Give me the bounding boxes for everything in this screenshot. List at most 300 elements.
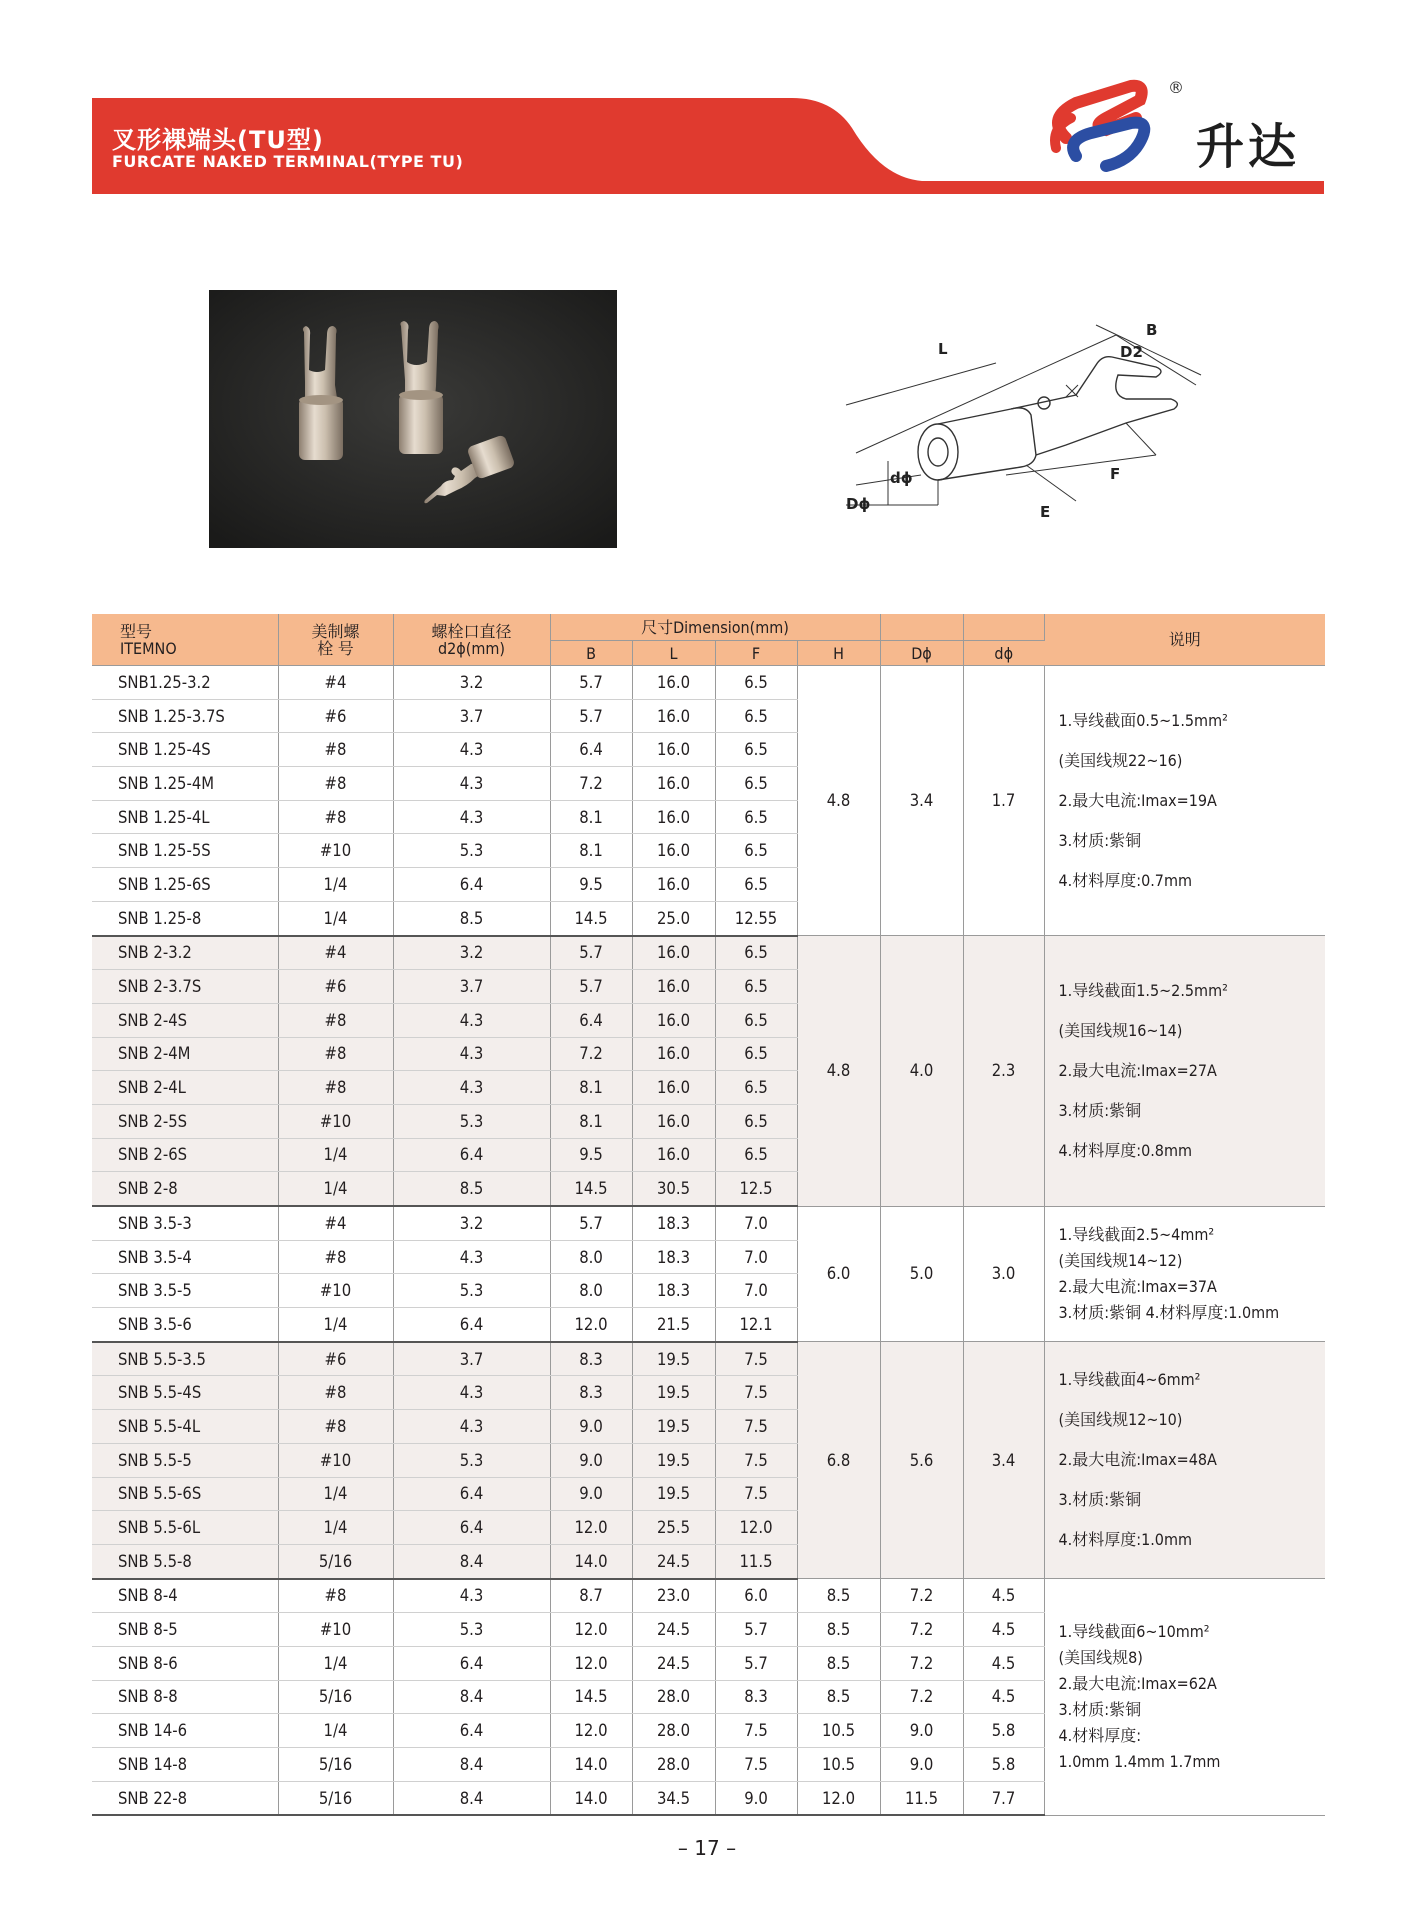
- cell-stud: #8: [278, 1071, 393, 1105]
- header-b: B: [550, 641, 632, 666]
- cell-stud: #8: [278, 733, 393, 767]
- cell-l: 18.3: [632, 1240, 715, 1274]
- cell-b: 5.7: [550, 699, 632, 733]
- cell-b: 14.0: [550, 1748, 632, 1782]
- cell-stud: 1/4: [278, 868, 393, 902]
- cell-f: 6.5: [715, 1037, 797, 1071]
- brand-logo: [1036, 78, 1326, 178]
- cell-item: SNB 5.5-3.5: [92, 1342, 278, 1376]
- registered-mark: ®: [1168, 78, 1184, 97]
- cell-b: 9.5: [550, 868, 632, 902]
- cell-f: 7.5: [715, 1376, 797, 1410]
- cell-item: SNB 1.25-8: [92, 901, 278, 935]
- cell-item: SNB 5.5-6S: [92, 1477, 278, 1511]
- header-hole-cn: 螺栓口直径: [431, 621, 512, 641]
- cell-f: 9.0: [715, 1781, 797, 1815]
- cell-h: 8.5: [797, 1646, 880, 1680]
- cell-f: 6.5: [715, 1104, 797, 1138]
- cell-b: 5.7: [550, 970, 632, 1004]
- cell-sd: 5.8: [963, 1714, 1044, 1748]
- cell-dd: 7.2: [880, 1646, 963, 1680]
- table-group: [92, 1579, 1325, 1816]
- cell-hole: 3.2: [393, 1206, 550, 1240]
- header-note: 说明: [1044, 614, 1325, 666]
- cell-l: 25.5: [632, 1511, 715, 1545]
- header-hole: [393, 614, 550, 666]
- cell-item: SNB 22-8: [92, 1781, 278, 1815]
- cell-item: SNB 2-4M: [92, 1037, 278, 1071]
- cell-item: SNB 1.25-4M: [92, 767, 278, 801]
- cell-sd: 4.5: [963, 1646, 1044, 1680]
- cell-dd: 7.2: [880, 1579, 963, 1613]
- cell-b: 14.5: [550, 901, 632, 935]
- note-cell: [1044, 936, 1325, 1207]
- cell-h: 10.5: [797, 1748, 880, 1782]
- label-f: F: [1110, 465, 1121, 483]
- cell-b: 14.5: [550, 1680, 632, 1714]
- dimension-diagram: [826, 305, 1206, 525]
- cell-hole: 6.4: [393, 868, 550, 902]
- cell-l: 16.0: [632, 767, 715, 801]
- barrel-outer: [918, 424, 958, 480]
- cell-l: 16.0: [632, 970, 715, 1004]
- cell-item: SNB 8-5: [92, 1613, 278, 1647]
- cell-f: 7.5: [715, 1748, 797, 1782]
- cell-f: 6.5: [715, 868, 797, 902]
- cell-item: SNB 2-3.7S: [92, 970, 278, 1004]
- cell-stud: #8: [278, 1037, 393, 1071]
- cell-hole: 6.4: [393, 1138, 550, 1172]
- cell-f: 7.5: [715, 1714, 797, 1748]
- header-item-en: ITEMNO: [120, 638, 177, 658]
- cell-hole: 8.4: [393, 1748, 550, 1782]
- cell-stud: #8: [278, 1376, 393, 1410]
- note-line: (美国线规16~14): [1058, 1020, 1183, 1040]
- cell-hole: 5.3: [393, 1104, 550, 1138]
- cell-hole: 5.3: [393, 1613, 550, 1647]
- cell-l: 19.5: [632, 1443, 715, 1477]
- cell-l: 16.0: [632, 1037, 715, 1071]
- cell-b: 14.0: [550, 1544, 632, 1578]
- cell-b: 8.1: [550, 1071, 632, 1105]
- cell-stud: 5/16: [278, 1680, 393, 1714]
- cell-f: 6.5: [715, 767, 797, 801]
- note-line: 2.最大电流:Imax=37A: [1058, 1276, 1217, 1296]
- cell-stud: #10: [278, 1274, 393, 1308]
- note-cell: [1044, 1206, 1325, 1342]
- cell-stud: 1/4: [278, 1308, 393, 1342]
- cell-item: SNB 2-3.2: [92, 936, 278, 970]
- cell-item: SNB 3.5-4: [92, 1240, 278, 1274]
- cell-h: 12.0: [797, 1781, 880, 1815]
- cell-h: 8.5: [797, 1579, 880, 1613]
- cell-sd: 5.8: [963, 1748, 1044, 1782]
- header-blank-2: [963, 614, 1044, 641]
- cell-b: 8.0: [550, 1274, 632, 1308]
- note-line: 3.材质:紫铜 4.材料厚度:1.0mm: [1058, 1302, 1280, 1322]
- cell-f: 6.5: [715, 1138, 797, 1172]
- cell-l: 24.5: [632, 1646, 715, 1680]
- spec-table: [92, 614, 1325, 1816]
- cell-b: 5.7: [550, 1206, 632, 1240]
- cell-f: 6.5: [715, 800, 797, 834]
- cell-l: 16.0: [632, 800, 715, 834]
- cell-hole: 8.5: [393, 901, 550, 935]
- cell-dd: 9.0: [880, 1748, 963, 1782]
- cell-dd-shared: 5.0: [880, 1206, 963, 1342]
- brand-name: 升达: [1196, 119, 1301, 175]
- cell-f: 7.5: [715, 1477, 797, 1511]
- cell-item: SNB 8-8: [92, 1680, 278, 1714]
- cell-l: 16.0: [632, 1104, 715, 1138]
- product-photo: [209, 290, 617, 548]
- cell-sd-shared: 3.0: [963, 1206, 1044, 1342]
- note-line: 3.材质:紫铜: [1058, 830, 1142, 850]
- cell-l: 16.0: [632, 1003, 715, 1037]
- header-dphi: Dϕ: [880, 641, 963, 666]
- note-line: 3.材质:紫铜: [1058, 1699, 1142, 1719]
- cell-f: 12.0: [715, 1511, 797, 1545]
- cell-f: 6.0: [715, 1579, 797, 1613]
- header-stud-line1: 美制螺: [311, 621, 360, 641]
- cell-f: 6.5: [715, 699, 797, 733]
- cell-h: 8.5: [797, 1613, 880, 1647]
- note-line: 4.材料厚度:0.7mm: [1058, 870, 1193, 890]
- cell-b: 8.1: [550, 834, 632, 868]
- cell-b: 8.1: [550, 1104, 632, 1138]
- cell-l: 28.0: [632, 1680, 715, 1714]
- cell-item: SNB 1.25-5S: [92, 834, 278, 868]
- note-line: 1.导线截面4~6mm²: [1058, 1370, 1201, 1390]
- cell-hole: 6.4: [393, 1646, 550, 1680]
- cell-l: 16.0: [632, 868, 715, 902]
- cell-f: 5.7: [715, 1646, 797, 1680]
- cell-sd-shared: 1.7: [963, 666, 1044, 936]
- cell-f: 7.0: [715, 1274, 797, 1308]
- cell-h-shared: 6.8: [797, 1342, 880, 1579]
- cell-stud: #10: [278, 1613, 393, 1647]
- note-line: 1.0mm 1.4mm 1.7mm: [1058, 1751, 1221, 1771]
- cell-sd: 4.5: [963, 1579, 1044, 1613]
- table-row: [92, 666, 1325, 700]
- cell-hole: 4.3: [393, 733, 550, 767]
- table-group: [92, 1342, 1325, 1579]
- cell-hole: 6.4: [393, 1477, 550, 1511]
- cell-b: 9.0: [550, 1477, 632, 1511]
- cell-stud: #10: [278, 1104, 393, 1138]
- cell-l: 19.5: [632, 1477, 715, 1511]
- header-hole-en: d2ϕ(mm): [437, 638, 506, 658]
- cell-stud: 5/16: [278, 1544, 393, 1578]
- cell-item: SNB 3.5-6: [92, 1308, 278, 1342]
- cell-hole: 3.7: [393, 699, 550, 733]
- cell-f: 6.5: [715, 970, 797, 1004]
- cell-l: 23.0: [632, 1579, 715, 1613]
- cell-b: 7.2: [550, 1037, 632, 1071]
- cell-sd: 4.5: [963, 1613, 1044, 1647]
- cell-stud: #8: [278, 1579, 393, 1613]
- cell-h-shared: 4.8: [797, 666, 880, 936]
- note-line: 4.材料厚度:0.8mm: [1058, 1140, 1193, 1160]
- cell-f: 7.5: [715, 1410, 797, 1444]
- header-stud: [278, 614, 393, 666]
- label-dphi-large: Dϕ: [846, 495, 871, 513]
- cell-hole: 5.3: [393, 834, 550, 868]
- cell-l: 24.5: [632, 1613, 715, 1647]
- note-line: (美国线规8): [1058, 1647, 1143, 1667]
- note-line: 3.材质:紫铜: [1058, 1490, 1142, 1510]
- note-line: (美国线规12~10): [1058, 1410, 1183, 1430]
- cell-l: 25.0: [632, 901, 715, 935]
- header-item: [92, 614, 278, 666]
- cell-stud: #6: [278, 699, 393, 733]
- cell-stud: 1/4: [278, 1511, 393, 1545]
- header-f: F: [715, 641, 797, 666]
- cell-hole: 3.2: [393, 936, 550, 970]
- cell-b: 9.5: [550, 1138, 632, 1172]
- cell-h: 8.5: [797, 1680, 880, 1714]
- note-line: 1.导线截面1.5~2.5mm²: [1058, 980, 1228, 1000]
- cell-dd-shared: 3.4: [880, 666, 963, 936]
- label-dphi-small: dϕ: [890, 469, 913, 487]
- cell-b: 8.3: [550, 1376, 632, 1410]
- cell-h-shared: 4.8: [797, 936, 880, 1207]
- cell-b: 5.7: [550, 936, 632, 970]
- note-cell: [1044, 1579, 1325, 1816]
- cell-item: SNB 14-8: [92, 1748, 278, 1782]
- cell-sd-shared: 2.3: [963, 936, 1044, 1207]
- note-line: 2.最大电流:Imax=62A: [1058, 1673, 1217, 1693]
- cell-item: SNB 1.25-4L: [92, 800, 278, 834]
- cell-stud: #8: [278, 1410, 393, 1444]
- cell-hole: 3.7: [393, 970, 550, 1004]
- note-line: 2.最大电流:Imax=27A: [1058, 1060, 1217, 1080]
- cell-dd: 7.2: [880, 1680, 963, 1714]
- note-cell: [1044, 666, 1325, 936]
- cell-hole: 8.5: [393, 1172, 550, 1206]
- cell-b: 12.0: [550, 1646, 632, 1680]
- cell-sd: 4.5: [963, 1680, 1044, 1714]
- cell-hole: 8.4: [393, 1781, 550, 1815]
- cell-b: 12.0: [550, 1714, 632, 1748]
- cell-l: 28.0: [632, 1748, 715, 1782]
- cell-l: 19.5: [632, 1376, 715, 1410]
- label-l: L: [938, 340, 948, 358]
- note-line: 3.材质:紫铜: [1058, 1100, 1142, 1120]
- cell-item: SNB 2-6S: [92, 1138, 278, 1172]
- cell-b: 7.2: [550, 767, 632, 801]
- cell-item: SNB 5.5-4L: [92, 1410, 278, 1444]
- table-row: [92, 1579, 1325, 1613]
- cell-l: 16.0: [632, 1071, 715, 1105]
- cell-l: 16.0: [632, 733, 715, 767]
- table-group: [92, 936, 1325, 1207]
- cell-b: 8.3: [550, 1342, 632, 1376]
- cell-f: 7.0: [715, 1240, 797, 1274]
- cell-b: 9.0: [550, 1410, 632, 1444]
- label-e: E: [1040, 503, 1051, 521]
- cell-hole: 3.7: [393, 1342, 550, 1376]
- cell-stud: #6: [278, 970, 393, 1004]
- cell-stud: #10: [278, 1443, 393, 1477]
- cell-stud: 1/4: [278, 1477, 393, 1511]
- header-item-cn: 型号: [120, 621, 153, 641]
- cell-h-shared: 6.0: [797, 1206, 880, 1342]
- cell-h: 10.5: [797, 1714, 880, 1748]
- cell-l: 18.3: [632, 1206, 715, 1240]
- cell-item: SNB 1.25-3.7S: [92, 699, 278, 733]
- cell-stud: #8: [278, 1003, 393, 1037]
- cell-l: 34.5: [632, 1781, 715, 1815]
- cell-l: 24.5: [632, 1544, 715, 1578]
- cell-b: 6.4: [550, 1003, 632, 1037]
- cell-item: SNB 2-8: [92, 1172, 278, 1206]
- cell-dd: 9.0: [880, 1714, 963, 1748]
- cell-stud: 1/4: [278, 901, 393, 935]
- cell-b: 12.0: [550, 1511, 632, 1545]
- cell-item: SNB 5.5-6L: [92, 1511, 278, 1545]
- cell-item: SNB 2-5S: [92, 1104, 278, 1138]
- cell-b: 8.1: [550, 800, 632, 834]
- cell-b: 12.0: [550, 1308, 632, 1342]
- cell-f: 6.5: [715, 733, 797, 767]
- cell-hole: 4.3: [393, 1376, 550, 1410]
- cell-hole: 6.4: [393, 1308, 550, 1342]
- note-line: 4.材料厚度:1.0mm: [1058, 1530, 1193, 1550]
- cell-l: 21.5: [632, 1308, 715, 1342]
- cell-b: 9.0: [550, 1443, 632, 1477]
- header-h: H: [797, 641, 880, 666]
- label-b: B: [1146, 321, 1158, 339]
- cell-f: 7.5: [715, 1342, 797, 1376]
- cell-item: SNB 5.5-8: [92, 1544, 278, 1578]
- cell-l: 16.0: [632, 666, 715, 700]
- cell-f: 12.1: [715, 1308, 797, 1342]
- cell-stud: #4: [278, 1206, 393, 1240]
- header-small-dphi: dϕ: [963, 641, 1044, 666]
- cell-item: SNB 2-4L: [92, 1071, 278, 1105]
- note-line: 1.导线截面0.5~1.5mm²: [1058, 710, 1228, 730]
- cell-item: SNB 14-6: [92, 1714, 278, 1748]
- title-en: FURCATE NAKED TERMINAL(TYPE TU): [112, 152, 464, 171]
- cell-item: SNB 3.5-5: [92, 1274, 278, 1308]
- note-line: 2.最大电流:Imax=19A: [1058, 790, 1217, 810]
- cell-f: 7.5: [715, 1443, 797, 1477]
- cell-hole: 4.3: [393, 1240, 550, 1274]
- cell-dd: 11.5: [880, 1781, 963, 1815]
- cell-stud: #8: [278, 800, 393, 834]
- table-row: [92, 1342, 1325, 1376]
- cell-item: SNB 5.5-5: [92, 1443, 278, 1477]
- cell-b: 12.0: [550, 1613, 632, 1647]
- cell-b: 8.0: [550, 1240, 632, 1274]
- cell-stud: 1/4: [278, 1138, 393, 1172]
- cell-item: SNB 1.25-6S: [92, 868, 278, 902]
- header-stud-line2: 栓 号: [317, 638, 354, 658]
- cell-hole: 4.3: [393, 1579, 550, 1613]
- note-line: 1.导线截面6~10mm²: [1058, 1621, 1210, 1641]
- cell-stud: 1/4: [278, 1714, 393, 1748]
- cell-l: 16.0: [632, 1138, 715, 1172]
- cell-item: SNB 2-4S: [92, 1003, 278, 1037]
- cell-hole: 6.4: [393, 1511, 550, 1545]
- cell-hole: 8.4: [393, 1544, 550, 1578]
- cell-hole: 8.4: [393, 1680, 550, 1714]
- cell-item: SNB 8-6: [92, 1646, 278, 1680]
- cell-hole: 4.3: [393, 1410, 550, 1444]
- cell-dd-shared: 5.6: [880, 1342, 963, 1579]
- cell-f: 6.5: [715, 666, 797, 700]
- cell-item: SNB 3.5-3: [92, 1206, 278, 1240]
- header-blank-1: [880, 614, 963, 641]
- cell-item: SNB 1.25-4S: [92, 733, 278, 767]
- table-row: [92, 936, 1325, 970]
- cell-l: 18.3: [632, 1274, 715, 1308]
- cell-b: 14.5: [550, 1172, 632, 1206]
- cell-stud: #6: [278, 1342, 393, 1376]
- cell-stud: 5/16: [278, 1748, 393, 1782]
- table-group: [92, 1206, 1325, 1342]
- cell-stud: #4: [278, 666, 393, 700]
- cell-sd-shared: 3.4: [963, 1342, 1044, 1579]
- cell-l: 16.0: [632, 834, 715, 868]
- cell-hole: 6.4: [393, 1714, 550, 1748]
- cell-hole: 4.3: [393, 800, 550, 834]
- cell-l: 16.0: [632, 936, 715, 970]
- cell-b: 8.7: [550, 1579, 632, 1613]
- cell-hole: 5.3: [393, 1274, 550, 1308]
- cell-l: 19.5: [632, 1342, 715, 1376]
- cell-stud: 5/16: [278, 1781, 393, 1815]
- cell-f: 6.5: [715, 1003, 797, 1037]
- header-dimension: 尺寸Dimension(mm): [550, 614, 880, 641]
- cell-stud: 1/4: [278, 1172, 393, 1206]
- cell-f: 12.5: [715, 1172, 797, 1206]
- cell-b: 5.7: [550, 666, 632, 700]
- cell-stud: #8: [278, 767, 393, 801]
- title-cn: 叉形裸端头(TU型): [112, 126, 324, 154]
- cell-item: SNB 5.5-4S: [92, 1376, 278, 1410]
- cell-l: 16.0: [632, 699, 715, 733]
- cell-stud: #8: [278, 1240, 393, 1274]
- page-number: – 17 –: [677, 1836, 737, 1860]
- cell-hole: 4.3: [393, 767, 550, 801]
- cell-stud: #4: [278, 936, 393, 970]
- note-line: 1.导线截面2.5~4mm²: [1058, 1224, 1215, 1244]
- cell-item: SNB1.25-3.2: [92, 666, 278, 700]
- cell-b: 6.4: [550, 733, 632, 767]
- cell-l: 19.5: [632, 1410, 715, 1444]
- label-d2: D2: [1120, 343, 1143, 361]
- cell-hole: 5.3: [393, 1443, 550, 1477]
- cell-hole: 3.2: [393, 666, 550, 700]
- cell-f: 6.5: [715, 834, 797, 868]
- cell-hole: 4.3: [393, 1037, 550, 1071]
- note-line: 4.材料厚度:: [1058, 1725, 1142, 1745]
- cell-f: 6.5: [715, 936, 797, 970]
- brand-mark-icon: [1036, 78, 1166, 178]
- header-l: L: [632, 641, 715, 666]
- note-line: 2.最大电流:Imax=48A: [1058, 1450, 1217, 1470]
- cell-f: 6.5: [715, 1071, 797, 1105]
- cell-f: 11.5: [715, 1544, 797, 1578]
- cell-sd: 7.7: [963, 1781, 1044, 1815]
- cell-f: 8.3: [715, 1680, 797, 1714]
- cell-item: SNB 8-4: [92, 1579, 278, 1613]
- cell-f: 12.55: [715, 901, 797, 935]
- cell-hole: 4.3: [393, 1003, 550, 1037]
- cell-l: 28.0: [632, 1714, 715, 1748]
